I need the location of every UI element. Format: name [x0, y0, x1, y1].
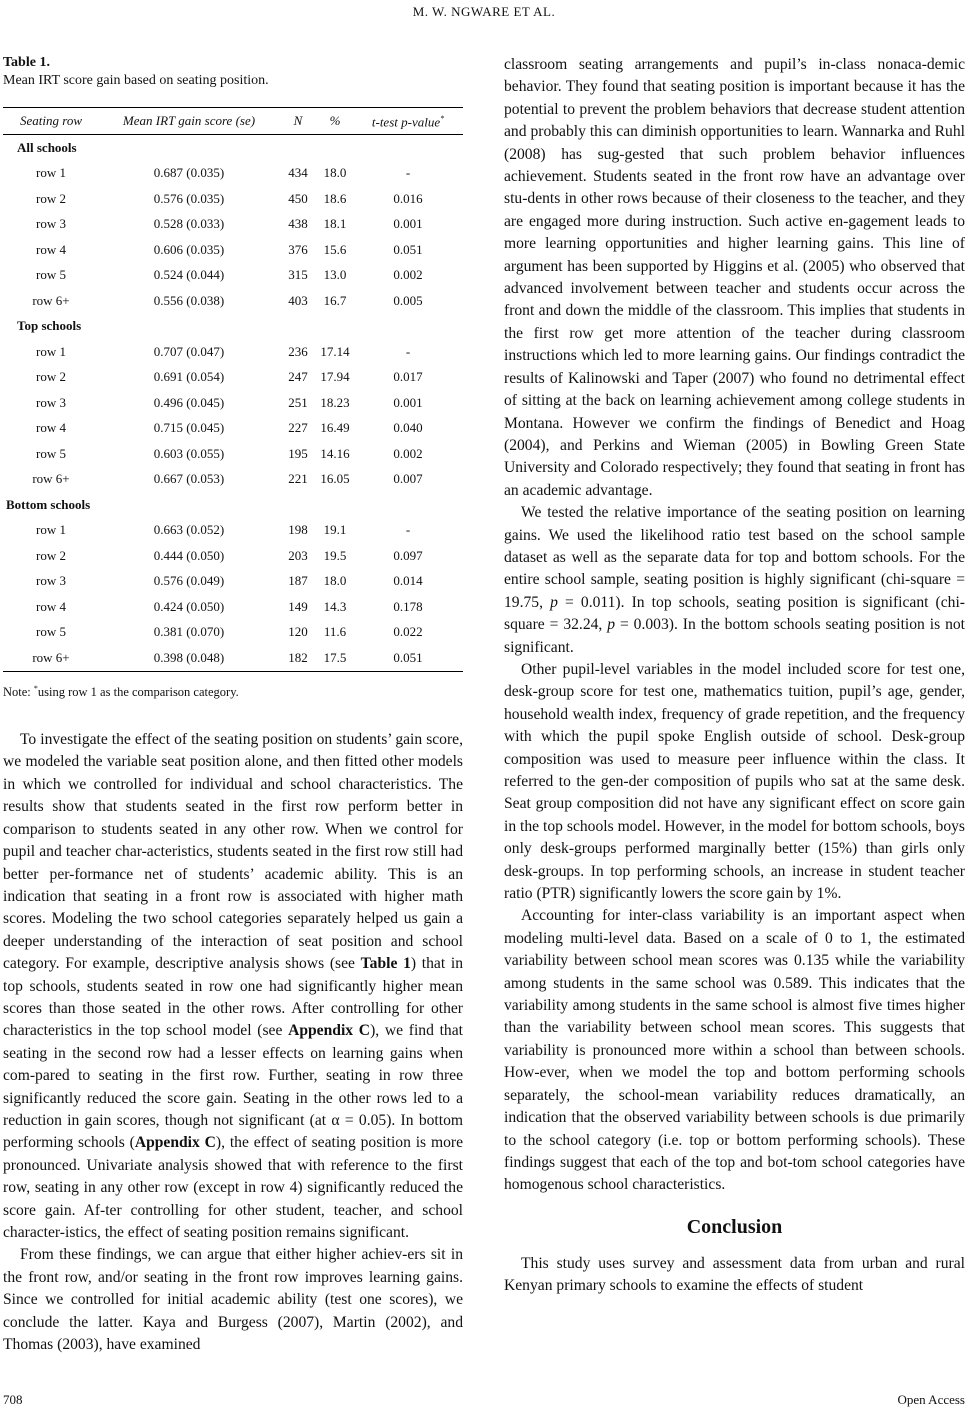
table-cell: 0.040 — [393, 420, 423, 436]
table-cell: row 1 — [36, 165, 66, 181]
table-row — [3, 365, 463, 391]
table-cell: 195 — [288, 445, 308, 461]
table-cell: 434 — [288, 165, 308, 181]
table-cell: 0.016 — [393, 190, 423, 206]
table-cell: row 5 — [36, 445, 66, 461]
col-n: N — [293, 112, 303, 128]
table-cell: 11.6 — [323, 624, 347, 640]
table-cell: row 2 — [36, 369, 66, 385]
table-cell: 0.398 (0.048) — [153, 649, 225, 665]
table-cell: 0.017 — [393, 369, 423, 385]
left-column — [3, 54, 463, 1356]
table-cell: 14.16 — [320, 445, 350, 461]
table-row — [3, 390, 463, 416]
table-cell: 376 — [288, 241, 308, 257]
table-group-row — [3, 314, 463, 340]
table-cell: 0.603 (0.055) — [153, 445, 225, 461]
table-cell: 18.0 — [323, 165, 347, 181]
table-cell: row 5 — [36, 267, 66, 283]
table-cell: 0.663 (0.052) — [153, 522, 225, 538]
table-cell: row 2 — [36, 190, 66, 206]
table-cell: 0.002 — [393, 267, 423, 283]
table-cell: 247 — [288, 369, 308, 385]
section-heading-conclusion: Conclusion — [686, 1215, 783, 1238]
table-cell: row 6+ — [32, 471, 70, 487]
table-cell: 19.5 — [323, 547, 347, 563]
table-cell: row 6+ — [32, 649, 70, 665]
table-cell: row 3 — [36, 394, 66, 410]
table-cell: - — [405, 343, 411, 359]
table-cell: row 4 — [36, 420, 66, 436]
table-cell: 18.1 — [323, 216, 347, 232]
table-cell: 14.3 — [323, 598, 347, 614]
table-cell: 0.687 (0.035) — [153, 165, 225, 181]
table-cell: 0.576 (0.035) — [153, 190, 225, 206]
table-row — [3, 441, 463, 467]
table-row — [3, 543, 463, 569]
table-row — [3, 161, 463, 187]
table-cell: 0.524 (0.044) — [153, 267, 225, 283]
table-caption: Mean IRT score gain based on seating position. — [3, 73, 269, 88]
table-cell: row 6+ — [32, 292, 70, 308]
table-cell: 0.715 (0.045) — [153, 420, 225, 436]
table-cell: 187 — [288, 573, 308, 589]
table-group-label: Top schools — [17, 318, 82, 334]
table-group-row — [3, 492, 463, 518]
table-cell: 236 — [288, 343, 308, 359]
table-group-label: All schools — [17, 139, 77, 155]
table-cell: 15.6 — [323, 241, 347, 257]
table-row — [3, 416, 463, 442]
table-reference: Table 1 — [360, 955, 411, 973]
table-row — [3, 339, 463, 365]
table-label: Table 1. — [3, 55, 50, 70]
table-cell: 0.556 (0.038) — [153, 292, 225, 308]
table-cell: 221 — [288, 471, 308, 487]
table-cell: 450 — [288, 190, 308, 206]
table-row — [3, 288, 463, 314]
table-cell: 13.0 — [323, 267, 347, 283]
table-cell: 0.424 (0.050) — [153, 598, 225, 614]
page-number: 708 — [3, 1392, 23, 1407]
table-row — [3, 467, 463, 493]
body-paragraph: To investigate the effect of the seating position on students’ gain score, we modeled the variable seat position alone, and then fitted other models in which we controlled for individual and school characteristics. The results show that students seated in the first row perform better in comparison to students seated in any other row. When we control for pupil and teacher char-acteristics, students seated in the first row still had better per-formance net of students’ academic ability. This is an indication that seating in a front row is associated with higher math scores. Modeling the two school categories separately helped us gain a deeper understanding of the interaction of seat position and school category. For example, descriptive analysis shows (see Table 1) that in top schools, students seated in row one had significantly higher mean scores than those seated in the other rows. After controlling for other characteristics in the top school model (see Appendix C), we find that seating in the second row had a lesser effects on learning gains when com-pared to seating in the first row. Further, seating in row three significantly reduced the score gain. Seating in the other rows led to a reduction in gain scores, though not significant (at α = 0.05). In bottom performing schools (Appendix C), the effect of seating position is more pronounced. Univariate analysis showed that with reference to the first row, seating in any other row (except in row 4) significantly reduced the score gain. Af-ter controlling for other student, teacher, and school character-istics, the effect of seating position remains significant. — [3, 731, 463, 1241]
col-p-value: t-test p-value* — [371, 114, 445, 130]
table-cell: 0.014 — [393, 573, 423, 589]
publisher-label: Open Access — [897, 1392, 965, 1407]
table-cell: 0.444 (0.050) — [153, 547, 225, 563]
table-cell: 0.022 — [393, 624, 423, 640]
table-cell: 0.496 (0.045) — [153, 394, 225, 410]
table-note: Note: *using row 1 as the comparison category. — [3, 683, 239, 699]
table-header-row — [3, 108, 463, 135]
table-cell: 182 — [288, 649, 308, 665]
table-cell: 0.528 (0.033) — [153, 216, 225, 232]
table-cell: 0.707 (0.047) — [153, 343, 225, 359]
table-cell: 0.001 — [393, 216, 423, 232]
table-cell: - — [405, 522, 411, 538]
table-cell: 0.007 — [393, 471, 423, 487]
table-row — [3, 263, 463, 289]
seating-table — [3, 107, 463, 672]
table-cell: 16.7 — [323, 292, 347, 308]
col-percent: % — [329, 112, 341, 128]
table-row — [3, 594, 463, 620]
body-paragraph: This study uses survey and assessment data from urban and rural Kenyan primary schools to examine the effects of student — [504, 1254, 965, 1295]
table-cell: row 2 — [36, 547, 66, 563]
table-cell: 403 — [288, 292, 308, 308]
table-cell: 18.6 — [323, 190, 347, 206]
table-row — [3, 237, 463, 263]
table-cell: 0.005 — [393, 292, 423, 308]
table-group-label: Bottom schools — [6, 496, 91, 512]
body-paragraph: From these findings, we can argue that either higher achiev-ers sit in the front row, and/or seating in the front row improves learning gains. Since we controlled for initial academic ability (test one scores), we conclude the latter. Kaya and Burgess (2007), Martin (2002), and Thomas (2003), have examined — [3, 1246, 463, 1354]
running-head: M. W. NGWARE ET AL. — [412, 4, 556, 19]
table-cell: 0.001 — [393, 394, 423, 410]
table-cell: 203 — [288, 547, 308, 563]
body-paragraph: We tested the relative importance of the seating position on learning gains. We used the likelihood ratio test based on the school sample dataset as well as the separate data for top and bottom schools. For the entire school sample, seating position is highly significant (chi-square = 19.75, p = 0.011). In top schools, seating position is significant (chi-square = 32.24, p = 0.003). In the bottom schools seating position is not significant. — [504, 504, 965, 656]
table-row — [3, 569, 463, 595]
body-paragraph: classroom seating arrangements and pupil’s in-class nonaca-demic behavior. They found that seating position is important because it has the potential to prevent the problem behaviors that decrease student attention and probably this can diminish opportunities to learn. Wannarka and Ruhl (2008) has sug-gested that such problem behavior influences achievement. Students seated in the front row have an advantage over stu-dents in other rows because of their closeness to the teacher, and they are engaged more during instruction. Such active en-gagement leads to more learning opportunities and higher learning gains. This line of argument has been supported by Higgins et al. (2005) who observed that advanced involvement between teacher and students occur across the front and down the middle of the classroom. This implies that students in the first row get more attention of the teacher during classroom instructions which led to more learning gains. Our findings contradict the results of Kalinowski and Taper (2007) who found no detrimental effect of sitting at the back on learning achievement among college students in Montana. However we confirm the findings of Benedict and Hoag (2004), and Perkins and Wieman (2005) in Bowling Green State University and Colorado respectively; they found that seating in front has an academic advantage. — [504, 56, 965, 499]
table-cell: - — [405, 165, 411, 181]
table-row — [3, 186, 463, 212]
table-cell: row 3 — [36, 573, 66, 589]
table-cell: row 1 — [36, 343, 66, 359]
appendix-reference: Appendix C — [288, 1022, 371, 1040]
table-row — [3, 645, 463, 671]
body-paragraph: Accounting for inter-class variability is an important aspect when modeling multi-level data. Based on a scale of 0 to 1, the estimated variability between school mean scores was 0.135 while the variability among students in the same school was 0.589. This indicates that the variability among students in the same school is almost five times higher than the variability between school mean scores. This suggests that variability is pronounced more within a school than between schools. How-ever, when we model the top and bottom performing schools separately, the school-mean variability reduces dramatically, an indication that the observed variability between schools is due primarily to the school category (i.e. top or bottom performing schools). These findings suggest that each of the top and bot-tom school categories have homogenous school characteristics. — [504, 907, 965, 1194]
table-cell: 19.1 — [323, 522, 347, 538]
table-cell: 17.94 — [320, 369, 350, 385]
table-cell: 0.097 — [393, 547, 423, 563]
table-group-row — [3, 135, 463, 161]
table-cell: 0.381 (0.070) — [153, 624, 225, 640]
table-cell: 18.0 — [323, 573, 347, 589]
table-cell: 0.606 (0.035) — [153, 241, 225, 257]
table-cell: 18.23 — [320, 394, 350, 410]
table-cell: 17.14 — [320, 343, 350, 359]
table-cell: row 5 — [36, 624, 66, 640]
table-cell: row 4 — [36, 241, 66, 257]
table-row — [3, 620, 463, 646]
table-row — [3, 518, 463, 544]
body-paragraph: Other pupil-level variables in the model included score for test one, desk-group score for test one, mathematics tuition, pupil’s age, gender, household wealth index, frequency of grade repetition, and the frequency with which the pupil spoke English outside of school. Desk-group composition was used to measure peer influence within the class. It referred to the gen-der composition of pupils who sat at the same desk. Seat group composition did not have any significant effect on score gain in the top schools model. However, in the model for bottom schools, boys only desk-groups performed marginally better (15%) than girls only desk-groups. In top performing schools, an increase in student teacher ratio (PTR) significantly lowers the score gain by 1%. — [504, 660, 965, 903]
col-seating-row: Seating row — [20, 112, 82, 128]
table-row — [3, 212, 463, 238]
col-mean-gain: Mean IRT gain score (se) — [122, 112, 256, 128]
table-cell: 0.576 (0.049) — [153, 573, 225, 589]
appendix-reference: Appendix C — [134, 1134, 216, 1152]
table-cell: 0.051 — [393, 649, 423, 665]
table-cell: row 1 — [36, 522, 66, 538]
table-cell: 0.178 — [393, 598, 423, 614]
table-cell: 227 — [288, 420, 308, 436]
table-cell: 0.691 (0.054) — [153, 369, 225, 385]
table-cell: 0.667 (0.053) — [153, 471, 225, 487]
table-cell: 120 — [288, 624, 308, 640]
table-cell: row 3 — [36, 216, 66, 232]
table-cell: 0.051 — [393, 241, 423, 257]
table-cell: 251 — [288, 394, 308, 410]
table-cell: 315 — [288, 267, 308, 283]
table-cell: 16.05 — [320, 471, 350, 487]
table-cell: 16.49 — [320, 420, 350, 436]
table-cell: 0.002 — [393, 445, 423, 461]
table-cell: 17.5 — [323, 649, 347, 665]
table-cell: 438 — [288, 216, 308, 232]
right-column — [504, 54, 965, 1298]
table-cell: 198 — [288, 522, 308, 538]
table-cell: 149 — [288, 598, 308, 614]
table-cell: row 4 — [36, 598, 66, 614]
